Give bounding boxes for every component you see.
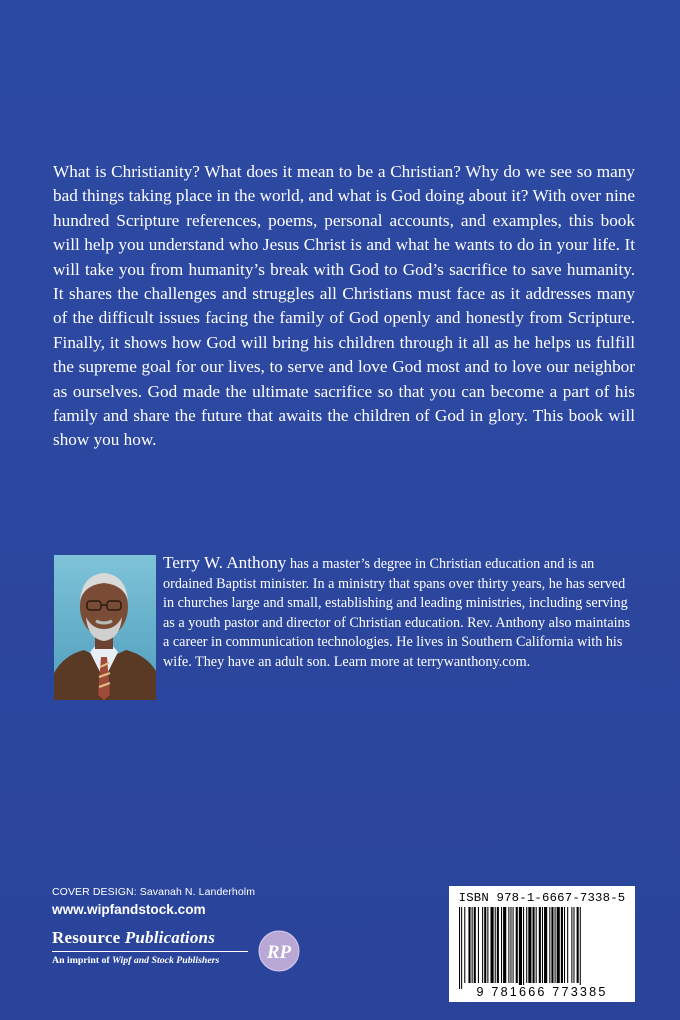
publisher-imprint (52, 955, 248, 966)
barcode-bar (464, 907, 465, 983)
barcode-bar (474, 907, 476, 983)
book-description: What is Christianity? What does it mean to be a Christian? Why do we see so many bad things taking place in the world, and what is God doing about it? With over nine hundred Scripture references, poems, personal accounts, and examples, this book will help you understand who Jesus Christ is and what he wants to do in your life. It will take you from humanity’s break with God to God’s sacrifice to save humanity. It shares the challenges and struggles all Christians must face as it addresses many of the difficult issues facing the family of God openly and honestly from Scripture. Finally, it shows how God will bring his children through it all as he helps us fulfill the supreme goal for our lives, to serve and love God most and to love our neighbor as ourselves. God made the ultimate sacrifice so that you can become a part of his family and share the future that awaits the children of God in glory. This book will show you how. (53, 162, 635, 450)
author-bio (163, 553, 636, 673)
barcode-bar (536, 907, 537, 983)
barcode-bar (544, 907, 547, 983)
publisher-logo (258, 930, 300, 972)
barcode-bar (482, 907, 483, 983)
barcode-bar (497, 907, 499, 983)
barcode-bar (501, 907, 502, 983)
barcode-bar (551, 907, 553, 983)
barcode-bar (513, 907, 514, 983)
author-bio-text: has a master’s degree in Christian education and is an ordained Baptist minister. In a ministry that spans over thirty years, he has served in churches large and small, establishing and leading ministries, including serving as a youth pastor and director of Christian education. Rev. Anthony also maintains a career in communication technologies. He lives in Southern California with his wife. They have an adult son. Learn more at terrywanthony.com. (163, 556, 631, 670)
publisher-block (52, 928, 248, 966)
barcode-bar (472, 907, 473, 983)
barcode-bar (516, 907, 518, 983)
publisher-logo-text: RP (266, 942, 292, 963)
barcode-bar (573, 907, 574, 983)
barcode-bar (567, 907, 568, 983)
barcode-bar (503, 907, 506, 983)
barcode-bar (557, 907, 560, 983)
isbn-text: ISBN 978-1-6667-7338-5 (458, 891, 626, 905)
barcode-bar (461, 907, 462, 989)
barcode-bar (526, 907, 527, 983)
barcode-bar (580, 907, 581, 989)
barcode-bar (510, 907, 511, 983)
barcode-bar (484, 907, 486, 983)
isbn-barcode (449, 886, 635, 1002)
publisher-name-part1: Resource (52, 928, 125, 947)
publisher-name (52, 928, 248, 948)
publisher-name-part2: Publications (124, 928, 216, 947)
barcode-bar (577, 907, 579, 983)
credits (52, 886, 255, 917)
barcode-bar (478, 907, 479, 983)
barcode-bar (459, 907, 460, 989)
cover-design-credit: COVER DESIGN: Savanah N. Landerholm (52, 886, 256, 898)
barcode-bar (523, 907, 524, 989)
barcode-bar (468, 907, 470, 983)
imprint-part2: Wipf and Stock Publishers (112, 955, 220, 966)
author-photo (54, 555, 156, 700)
publisher-divider (52, 951, 248, 952)
barcode-bar (508, 907, 509, 983)
barcode-bar (487, 907, 488, 983)
barcode-bar (549, 907, 550, 983)
barcode-bar (491, 907, 494, 983)
barcode-digits: 9 781666 773385 (476, 985, 608, 999)
barcode-bar (495, 907, 496, 983)
barcode-bar (571, 907, 572, 983)
barcode-bar (561, 907, 563, 983)
barcode-bar (539, 907, 541, 983)
barcode-bars (455, 907, 629, 989)
barcode-bar (555, 907, 556, 983)
barcode-bar (564, 907, 565, 983)
barcode-bar (519, 907, 522, 989)
barcode-bar (542, 907, 543, 983)
barcode-bar (533, 907, 535, 983)
author-name: Terry W. Anthony (163, 553, 287, 572)
barcode-bar (528, 907, 531, 983)
publisher-website: www.wipfandstock.com (52, 902, 206, 917)
imprint-part1: An imprint of (52, 955, 113, 966)
